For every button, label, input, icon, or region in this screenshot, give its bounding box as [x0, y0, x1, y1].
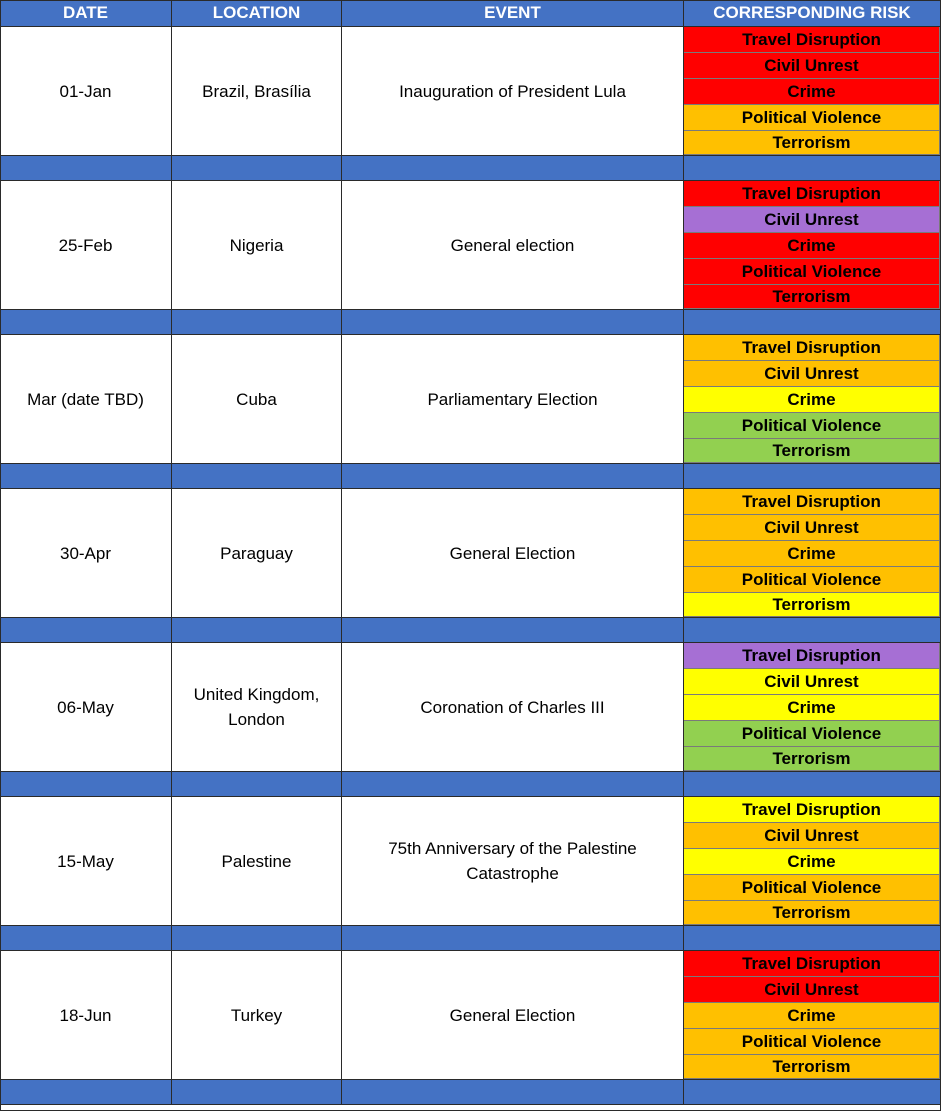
row-separator — [342, 771, 684, 797]
header-event: EVENT — [342, 0, 684, 27]
row-separator — [684, 617, 941, 643]
risk-cell: Travel Disruption — [684, 27, 940, 53]
risk-cell: Travel Disruption — [684, 797, 940, 823]
row-separator — [342, 155, 684, 181]
row-separator — [342, 309, 684, 335]
risk-cell: Terrorism — [684, 593, 940, 617]
location-cell: Palestine — [172, 797, 342, 925]
risk-cell: Travel Disruption — [684, 951, 940, 977]
header-location: LOCATION — [172, 0, 342, 27]
risk-cell: Crime — [684, 387, 940, 413]
event-cell: 75th Anniversary of the Palestine Catastrophe — [342, 797, 684, 925]
risk-cell: Terrorism — [684, 131, 940, 155]
risk-cell: Civil Unrest — [684, 669, 940, 695]
row-separator — [0, 155, 172, 181]
location-cell: Cuba — [172, 335, 342, 463]
risk-cell: Civil Unrest — [684, 977, 940, 1003]
risk-cell: Political Violence — [684, 1029, 940, 1055]
event-cell: General Election — [342, 489, 684, 617]
date-cell: 25-Feb — [0, 181, 172, 309]
event-cell: General Election — [342, 951, 684, 1079]
event-cell: Coronation of Charles III — [342, 643, 684, 771]
row-separator — [172, 771, 342, 797]
location-cell: United Kingdom, London — [172, 643, 342, 771]
risk-cell: Terrorism — [684, 901, 940, 925]
row-separator — [342, 463, 684, 489]
risk-cell: Civil Unrest — [684, 515, 940, 541]
row-separator — [172, 925, 342, 951]
row-separator — [684, 463, 941, 489]
risk-cell: Civil Unrest — [684, 361, 940, 387]
location-cell: Paraguay — [172, 489, 342, 617]
risk-cell: Terrorism — [684, 1055, 940, 1079]
risk-cell: Terrorism — [684, 439, 940, 463]
risk-cell: Terrorism — [684, 747, 940, 771]
risk-cell: Civil Unrest — [684, 823, 940, 849]
row-separator — [172, 155, 342, 181]
risk-cell: Political Violence — [684, 567, 940, 593]
row-separator — [172, 1079, 342, 1105]
risk-cell: Crime — [684, 695, 940, 721]
risk-cell: Crime — [684, 233, 940, 259]
row-separator — [342, 1079, 684, 1105]
date-cell: 06-May — [0, 643, 172, 771]
row-separator — [0, 463, 172, 489]
event-cell: General election — [342, 181, 684, 309]
risk-cell: Travel Disruption — [684, 643, 940, 669]
row-separator — [172, 309, 342, 335]
risk-cell: Crime — [684, 79, 940, 105]
risk-cell: Crime — [684, 1003, 940, 1029]
row-separator — [684, 1079, 941, 1105]
header-corresponding-risk: CORRESPONDING RISK — [684, 0, 941, 27]
date-cell: 30-Apr — [0, 489, 172, 617]
risk-cell: Travel Disruption — [684, 489, 940, 515]
date-cell: 01-Jan — [0, 27, 172, 155]
date-cell: Mar (date TBD) — [0, 335, 172, 463]
risk-cell: Political Violence — [684, 259, 940, 285]
risk-cell: Political Violence — [684, 721, 940, 747]
risk-cell: Crime — [684, 849, 940, 875]
row-separator — [342, 617, 684, 643]
location-cell: Brazil, Brasília — [172, 27, 342, 155]
row-separator — [342, 925, 684, 951]
row-separator — [684, 771, 941, 797]
row-separator — [0, 309, 172, 335]
event-cell: Parliamentary Election — [342, 335, 684, 463]
risk-cell: Travel Disruption — [684, 181, 940, 207]
risk-cell: Political Violence — [684, 413, 940, 439]
row-separator — [172, 463, 342, 489]
location-cell: Turkey — [172, 951, 342, 1079]
row-separator — [684, 155, 941, 181]
date-cell: 15-May — [0, 797, 172, 925]
row-separator — [172, 617, 342, 643]
risk-cell: Political Violence — [684, 875, 940, 901]
header-date: DATE — [0, 0, 172, 27]
row-separator — [0, 771, 172, 797]
risk-cell: Civil Unrest — [684, 207, 940, 233]
risk-cell: Terrorism — [684, 285, 940, 309]
row-separator — [684, 925, 941, 951]
row-separator — [0, 1079, 172, 1105]
risk-cell: Travel Disruption — [684, 335, 940, 361]
row-separator — [684, 309, 941, 335]
risk-cell: Civil Unrest — [684, 53, 940, 79]
date-cell: 18-Jun — [0, 951, 172, 1079]
location-cell: Nigeria — [172, 181, 342, 309]
event-cell: Inauguration of President Lula — [342, 27, 684, 155]
row-separator — [0, 925, 172, 951]
risk-cell: Political Violence — [684, 105, 940, 131]
row-separator — [0, 617, 172, 643]
risk-cell: Crime — [684, 541, 940, 567]
